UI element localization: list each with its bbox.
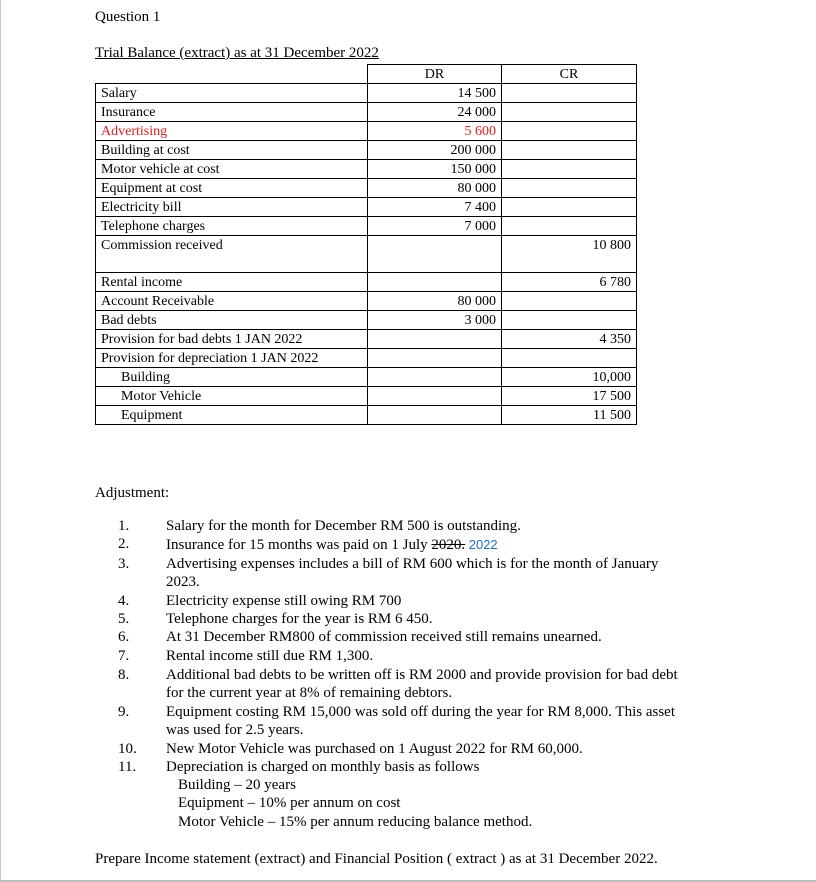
dr-amount: 24 000 bbox=[368, 103, 502, 122]
account-name: Bad debts bbox=[96, 311, 368, 330]
header-cr: CR bbox=[502, 65, 637, 84]
cr-amount bbox=[502, 254, 637, 273]
item-number: 8. bbox=[118, 667, 130, 683]
table-row bbox=[96, 330, 637, 349]
cr-amount bbox=[502, 141, 637, 160]
item-text: 2023. bbox=[166, 574, 200, 590]
cr-amount bbox=[502, 84, 637, 103]
table-row bbox=[96, 160, 637, 179]
cr-amount: 4 350 bbox=[502, 330, 637, 349]
item-number: 3. bbox=[118, 556, 130, 572]
item-number: 5. bbox=[118, 611, 130, 627]
header-account bbox=[96, 65, 368, 84]
cr-amount bbox=[502, 292, 637, 311]
page-left-border bbox=[0, 0, 1, 882]
cr-amount: 10,000 bbox=[502, 368, 637, 387]
account-name: Equipment bbox=[96, 406, 368, 425]
struck-year: 2020. bbox=[431, 537, 466, 553]
account-name: Provision for bad debts 1 JAN 2022 bbox=[96, 330, 368, 349]
item-text-main: Insurance for 15 months was paid on 1 July bbox=[166, 537, 432, 553]
dr-amount bbox=[368, 406, 502, 425]
cr-amount bbox=[502, 349, 637, 368]
item-text: Telephone charges for the year is RM 6 450. bbox=[166, 611, 433, 627]
dr-amount: 7 000 bbox=[368, 217, 502, 236]
cr-amount: 6 780 bbox=[502, 273, 637, 292]
item-number: 7. bbox=[118, 648, 130, 664]
item-number: 6. bbox=[118, 629, 130, 645]
trial-balance-title: Trial Balance (extract) as at 31 December 2022 bbox=[95, 45, 379, 61]
depreciation-equipment: Equipment – 10% per annum on cost bbox=[178, 795, 401, 811]
dr-amount bbox=[368, 330, 502, 349]
cr-amount: 11 500 bbox=[502, 406, 637, 425]
dr-amount: 5 600 bbox=[368, 122, 502, 141]
item-text: Additional bad debts to be written off is RM 2000 and provide provision for bad debt bbox=[166, 667, 678, 683]
item-text: Rental income still due RM 1,300. bbox=[166, 648, 374, 664]
item-text: for the current year at 8% of remaining debtors. bbox=[166, 685, 453, 701]
dr-amount bbox=[368, 349, 502, 368]
account-name: Advertising bbox=[96, 122, 368, 141]
cr-amount: 17 500 bbox=[502, 387, 637, 406]
item-text: New Motor Vehicle was purchased on 1 August 2022 for RM 60,000. bbox=[166, 741, 583, 757]
item-number: 10. bbox=[118, 741, 137, 757]
table-row bbox=[96, 254, 637, 273]
dr-amount bbox=[368, 368, 502, 387]
table-row bbox=[96, 179, 637, 198]
item-text: Advertising expenses includes a bill of RM 600 which is for the month of January bbox=[166, 556, 659, 572]
table-row bbox=[96, 103, 637, 122]
item-number: 1. bbox=[118, 518, 130, 534]
item-text: Salary for the month for December RM 500 is outstanding. bbox=[166, 518, 521, 534]
item-number: 2. bbox=[118, 536, 130, 552]
cr-amount bbox=[502, 179, 637, 198]
dr-amount: 80 000 bbox=[368, 292, 502, 311]
account-name: Building at cost bbox=[96, 141, 368, 160]
depreciation-motor-vehicle: Motor Vehicle – 15% per annum reducing balance method. bbox=[178, 814, 533, 830]
cr-amount bbox=[502, 311, 637, 330]
table-row bbox=[96, 273, 637, 292]
adjustment-title: Adjustment: bbox=[95, 485, 170, 501]
question-title: Question 1 bbox=[95, 9, 161, 25]
item-text bbox=[166, 536, 726, 554]
item-number: 4. bbox=[118, 593, 130, 609]
account-name: Rental income bbox=[96, 273, 368, 292]
item-text: At 31 December RM800 of commission received still remains unearned. bbox=[166, 629, 602, 645]
dr-amount: 3 000 bbox=[368, 311, 502, 330]
dr-amount: 80 000 bbox=[368, 179, 502, 198]
account-name: Equipment at cost bbox=[96, 179, 368, 198]
cr-amount bbox=[502, 217, 637, 236]
cr-amount: 10 800 bbox=[502, 236, 637, 255]
account-name: Building bbox=[96, 368, 368, 387]
dr-amount bbox=[368, 236, 502, 255]
account-name: Motor Vehicle bbox=[96, 387, 368, 406]
table-row bbox=[96, 84, 637, 103]
item-text: was used for 2.5 years. bbox=[166, 722, 304, 738]
account-name: Motor vehicle at cost bbox=[96, 160, 368, 179]
table-row bbox=[96, 406, 637, 425]
account-name: Telephone charges bbox=[96, 217, 368, 236]
header-dr: DR bbox=[368, 65, 502, 84]
item-text: Electricity expense still owing RM 700 bbox=[166, 593, 402, 609]
table-row bbox=[96, 141, 637, 160]
table-row bbox=[96, 387, 637, 406]
item-text: Equipment costing RM 15,000 was sold off during the year for RM 8,000. This asset bbox=[166, 704, 675, 720]
dr-amount: 200 000 bbox=[368, 141, 502, 160]
account-name bbox=[96, 254, 368, 273]
cr-amount bbox=[502, 103, 637, 122]
dr-amount: 14 500 bbox=[368, 84, 502, 103]
table-row bbox=[96, 311, 637, 330]
trial-balance-table bbox=[95, 64, 637, 425]
item-number: 11. bbox=[118, 759, 137, 775]
account-name: Commission received bbox=[96, 236, 368, 255]
item-text: Depreciation is charged on monthly basis as follows bbox=[166, 759, 480, 775]
account-name: Salary bbox=[96, 84, 368, 103]
corrected-year: 2022 bbox=[465, 537, 498, 552]
cr-amount bbox=[502, 160, 637, 179]
instruction-text: Prepare Income statement (extract) and Financial Position ( extract ) as at 31 December 2022. bbox=[95, 851, 658, 867]
table-row bbox=[96, 349, 637, 368]
depreciation-building: Building – 20 years bbox=[178, 777, 296, 793]
item-number: 9. bbox=[118, 704, 130, 720]
account-name: Insurance bbox=[96, 103, 368, 122]
account-name: Electricity bill bbox=[96, 198, 368, 217]
cr-amount bbox=[502, 122, 637, 141]
dr-amount: 7 400 bbox=[368, 198, 502, 217]
account-name: Provision for depreciation 1 JAN 2022 bbox=[96, 349, 368, 368]
table-row bbox=[96, 122, 637, 141]
table-row bbox=[96, 198, 637, 217]
account-name: Account Receivable bbox=[96, 292, 368, 311]
table-header-row bbox=[96, 65, 637, 84]
dr-amount bbox=[368, 254, 502, 273]
dr-amount bbox=[368, 387, 502, 406]
table-row bbox=[96, 368, 637, 387]
cr-amount bbox=[502, 198, 637, 217]
dr-amount: 150 000 bbox=[368, 160, 502, 179]
table-row bbox=[96, 292, 637, 311]
table-row bbox=[96, 217, 637, 236]
table-row bbox=[96, 236, 637, 255]
dr-amount bbox=[368, 273, 502, 292]
